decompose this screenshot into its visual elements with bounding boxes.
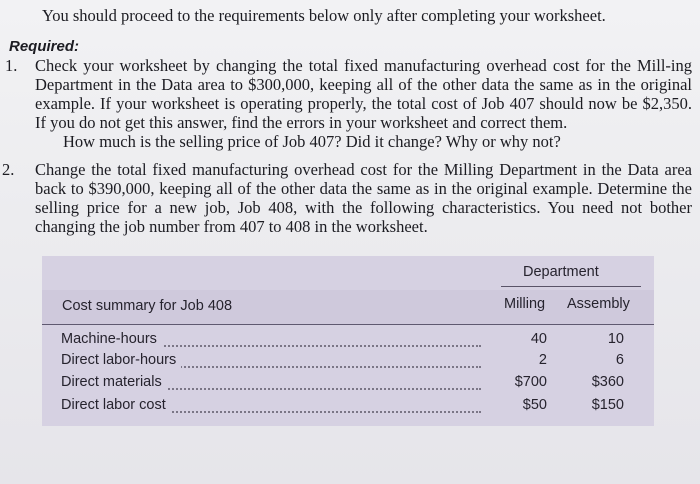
column-milling: Milling	[504, 296, 546, 312]
row-label: Machine-hours	[61, 331, 162, 347]
materials-assembly: $360	[591, 374, 624, 390]
table-row	[61, 331, 481, 351]
header-rule	[42, 324, 654, 325]
row-label: Direct labor cost	[61, 397, 171, 413]
requirement-2-text: Change the total fixed manufacturing overhead cost for the Milling Department in the Data area back to $390,000, keeping all of the other data the same as in the original example. Determine the selling price for a new job, Job 408, with the following characteristics. You need not bother changing the job number from 407 to 408 in the worksheet.	[35, 160, 692, 236]
labor-cost-assembly: $150	[591, 397, 624, 413]
table-row	[61, 397, 481, 417]
table-row	[61, 352, 481, 372]
job-408-table	[42, 256, 654, 426]
requirement-1-question: How much is the selling price of Job 407? Did it change? Why or why not?	[63, 132, 561, 151]
table-row	[61, 374, 481, 394]
row-label: Direct materials	[61, 374, 167, 390]
machine-hours-milling: 40	[530, 331, 547, 347]
table-title: Cost summary for Job 408	[62, 298, 233, 314]
machine-hours-assembly: 10	[607, 331, 624, 347]
labor-cost-milling: $50	[522, 397, 547, 413]
column-assembly: Assembly	[567, 296, 630, 312]
intro-text: You should proceed to the requirements below only after completing your worksheet.	[42, 6, 606, 25]
department-rule	[501, 286, 641, 287]
row-label: Direct labor-hours	[61, 352, 181, 368]
materials-milling: $700	[514, 374, 547, 390]
requirement-1-number: 1.	[5, 56, 18, 75]
labor-hours-assembly: 6	[615, 352, 624, 368]
labor-hours-milling: 2	[538, 352, 547, 368]
required-heading: Required:	[9, 38, 80, 55]
requirement-2-number: 2.	[2, 160, 15, 179]
requirement-1-text: Check your worksheet by changing the total fixed manufacturing overhead cost for the Mill-ing Department in the Data area to $300,000, keeping all of the other data the same as in the original example. If your worksheet is operating properly, the total cost of Job 407 should now be $2,350. If you do not get this answer, find the errors in your worksheet and correct them.	[35, 56, 692, 132]
department-header: Department	[523, 264, 599, 280]
